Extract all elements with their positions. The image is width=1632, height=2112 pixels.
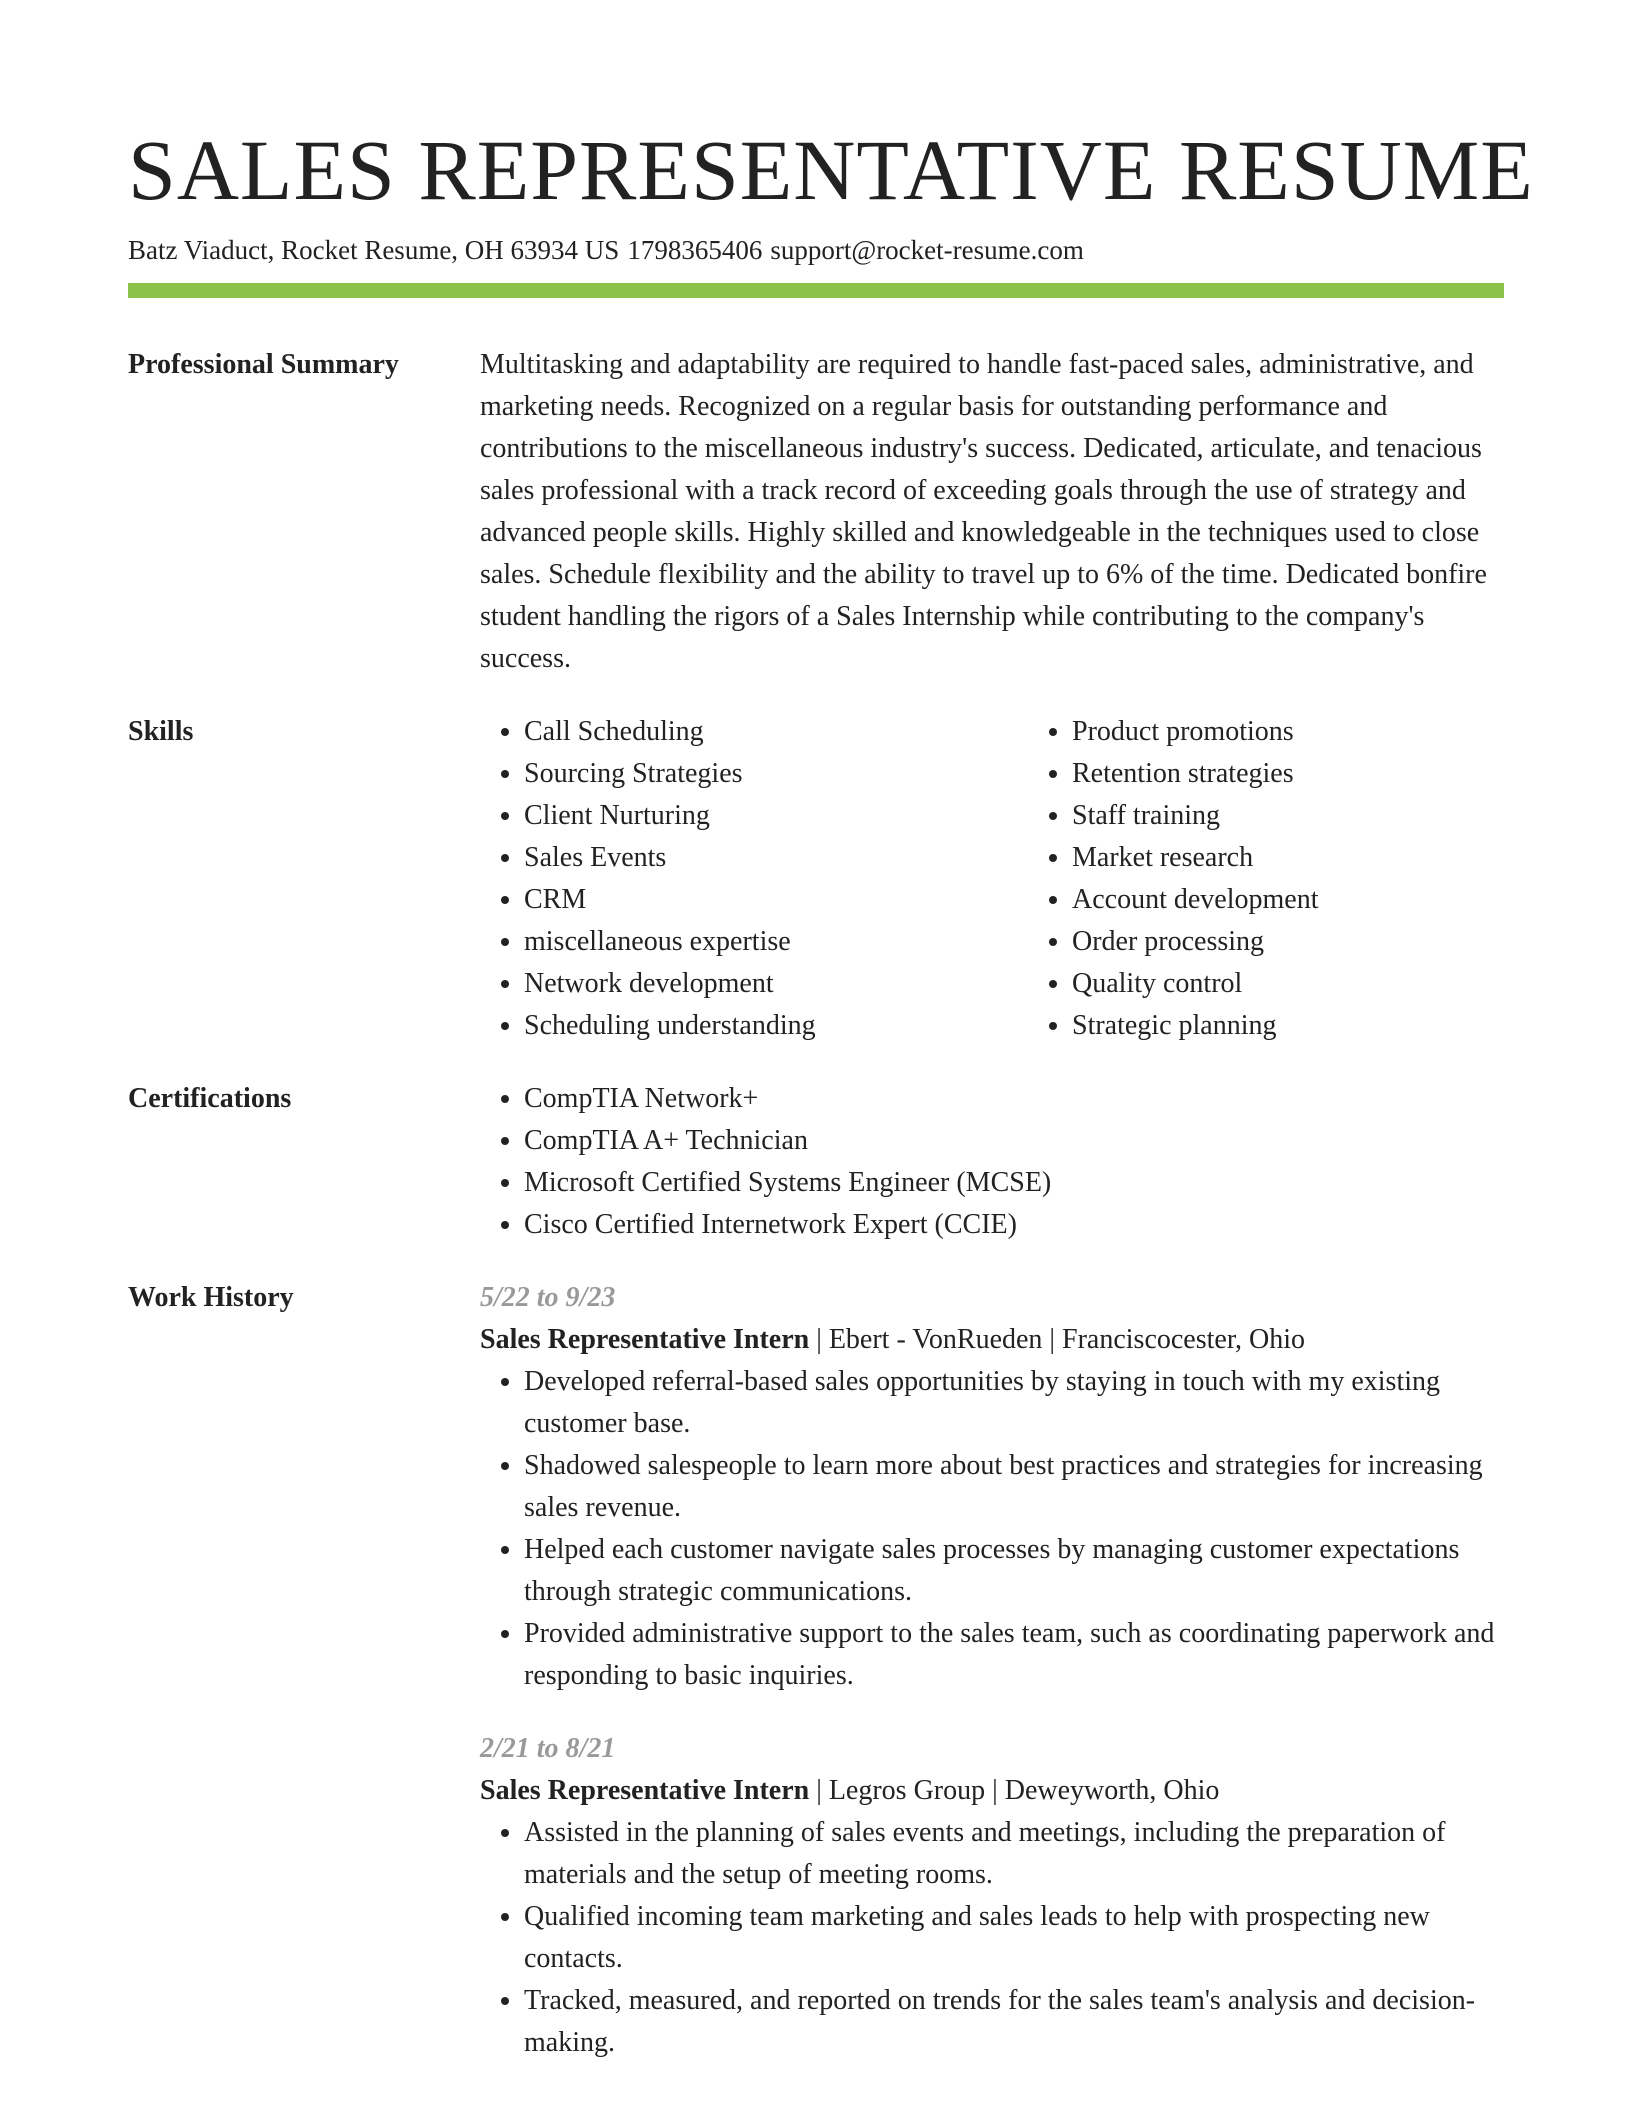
certification-item: • CompTIA Network+ [524,1078,1504,1120]
certifications-list [480,1078,1504,1246]
summary-label: Professional Summary [128,349,399,380]
job-entry [480,1728,1504,2064]
certifications-label: Certifications [128,1083,292,1114]
job-heading [480,1319,1504,1361]
work-history-section [128,1277,1504,2064]
accent-divider [128,283,1504,298]
summary-section [128,344,1504,680]
summary-text: Multitasking and adaptability are required to handle fast-paced sales, administrative, and marketing needs. Recognized on a regular basis for outstanding performance and contributions to the miscellaneous industry's success. Dedicated, articulate, and tenacious sales professional with a track record of exceeding goals through the use of strategy and advanced people skills. Highly skilled and knowledgeable in the techniques used to close sales. Schedule flexibility and the ability to travel up to 6% of the time. Dedicated bonfire student handling the rigors of a Sales Internship while contributing to the company's success. [480,349,1487,674]
job-bullets [480,1812,1504,2064]
skill-item: • Order processing [1072,921,1576,963]
skill-item: • Product promotions [1072,711,1576,753]
certification-item: • CompTIA A+ Technician [524,1120,1504,1162]
job-title: Sales Representative Intern [480,1324,810,1355]
contact-email: support@rocket-resume.com [770,235,1084,265]
work-history-body [480,1277,1504,2064]
skill-item: • miscellaneous expertise [524,921,1028,963]
skill-item: • Client Nurturing [524,795,1028,837]
job-bullet: • Tracked, measured, and reported on trends for the sales team's analysis and decision-making. [524,1980,1504,2064]
skill-item: • Retention strategies [1072,753,1576,795]
work-history-label: Work History [128,1282,294,1313]
job-bullet: • Assisted in the planning of sales events and meetings, including the preparation of materials and the setup of meeting rooms. [524,1812,1504,1896]
skills-list-left [480,711,1028,1047]
job-heading [480,1770,1504,1812]
skill-item: • Scheduling understanding [524,1005,1028,1047]
skills-grid [480,711,1576,1047]
skill-item: • Market research [1072,837,1576,879]
certification-item: • Microsoft Certified Systems Engineer (MCSE) [524,1162,1504,1204]
resume-title: SALES REPRESENTATIVE RESUME [128,122,1534,218]
skill-item: • Network development [524,963,1028,1005]
certifications-section [128,1078,1504,1246]
skill-item: • Account development [1072,879,1576,921]
certifications-body [480,1078,1504,1246]
skill-item: • Strategic planning [1072,1005,1576,1047]
job-bullet: • Provided administrative support to the sales team, such as coordinating paperwork and responding to basic inquiries. [524,1613,1504,1697]
skill-item: • Staff training [1072,795,1576,837]
contact-line [128,232,1504,268]
skill-item: • Quality control [1072,963,1576,1005]
skill-item: • Call Scheduling [524,711,1028,753]
skills-list-right [1028,711,1576,1047]
job-entry [480,1277,1504,1697]
skill-item: • Sourcing Strategies [524,753,1028,795]
skills-label: Skills [128,716,194,747]
job-details: | Legros Group | Deweyworth, Ohio [809,1775,1220,1806]
job-dates: 5/22 to 9/23 [480,1282,616,1313]
job-bullet: • Developed referral-based sales opportunities by staying in touch with my existing customer base. [524,1361,1504,1445]
job-bullet: • Shadowed salespeople to learn more about best practices and strategies for increasing sales revenue. [524,1445,1504,1529]
job-bullet: • Qualified incoming team marketing and sales leads to help with prospecting new contacts. [524,1896,1504,1980]
job-details: | Ebert - VonRueden | Franciscocester, Ohio [809,1324,1306,1355]
skill-item: • Sales Events [524,837,1028,879]
contact-phone: 1798365406 [627,235,763,265]
job-bullet: • Helped each customer navigate sales processes by managing customer expectations through strategic communications. [524,1529,1504,1613]
job-bullets [480,1361,1504,1697]
resume-page [128,118,1534,2064]
certification-item: • Cisco Certified Internetwork Expert (CCIE) [524,1204,1504,1246]
skill-item: • CRM [524,879,1028,921]
contact-address: Batz Viaduct, Rocket Resume, OH 63934 US [128,235,620,265]
job-title: Sales Representative Intern [480,1775,810,1806]
skills-section [128,711,1504,1047]
job-dates: 2/21 to 8/21 [480,1733,616,1764]
